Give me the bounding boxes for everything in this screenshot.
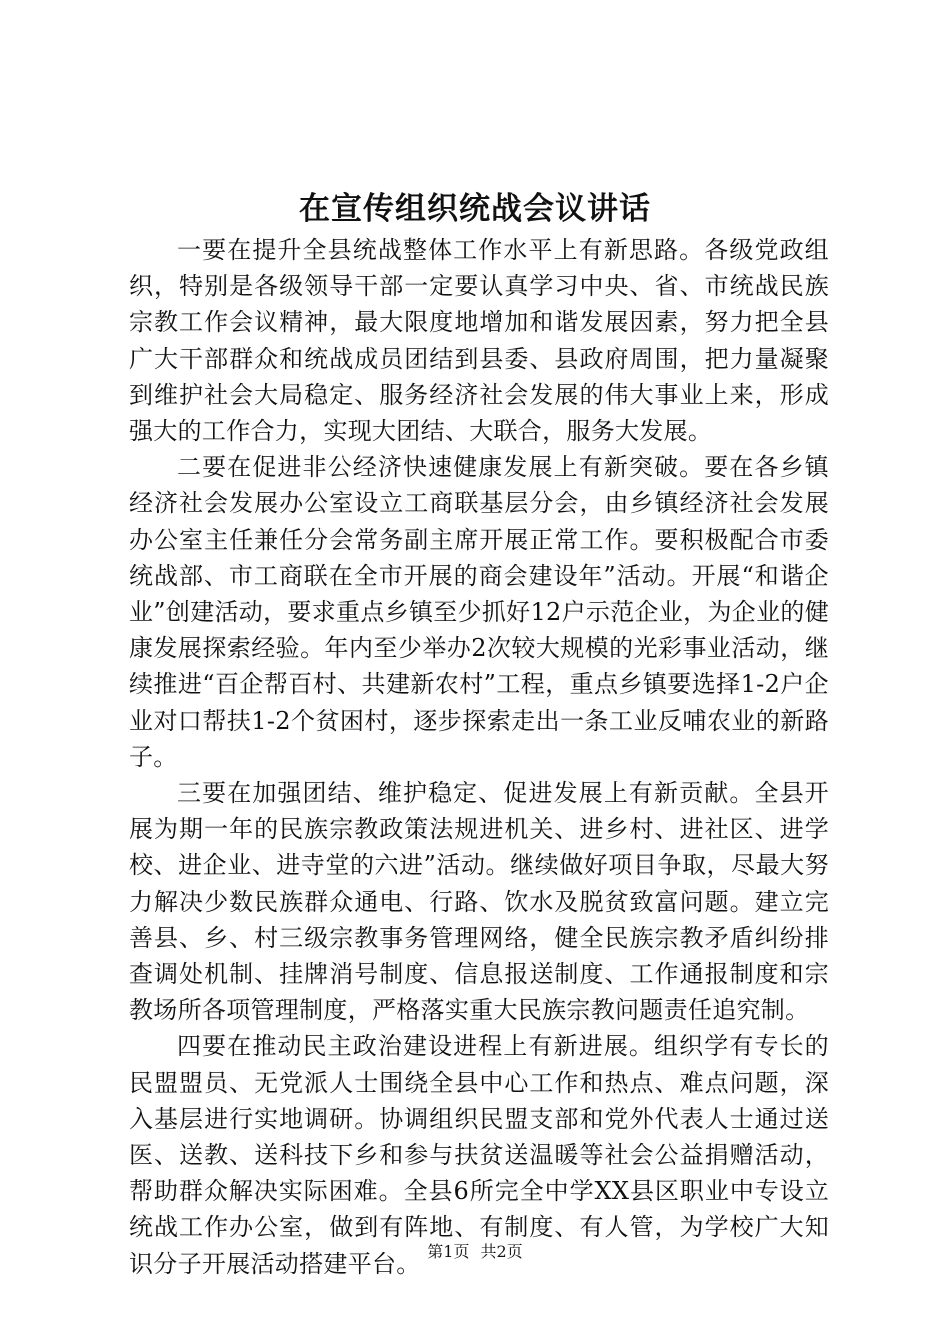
paragraph-4: 四要在推动民主政治建设进程上有新进展。组织学有专长的民盟盟员、无党派人士围绕全县中心工作和热点、难点问题，深入基层进行实地调研。协调组织民盟支部和党外代表人士通过送医、送教、送科技下乡和参与扶贫送温暖等社会公益捐赠活动，帮助群众解决实际困难。全县6所完全中学XX县区职业中专设立统战工作办公室，做到有阵地、有制度、有人管，为学校广大知识分子开展活动搭建平台。 bbox=[129, 1032, 829, 1278]
paragraph-1: 一要在提升全县统战整体工作水平上有新思路。各级党政组织，特别是各级领导干部一定要认真学习中央、省、市统战民族宗教工作会议精神，最大限度地增加和谐发展因素，努力把全县广大干部群众和统战成员团结到县委、县政府周围，把力量凝聚到维护社会大局稳定、服务经济社会发展的伟大事业上来，形成强大的工作合力，实现大团结、大联合，服务大发展。 bbox=[129, 236, 829, 446]
page-number: 第1页 bbox=[427, 1242, 470, 1261]
document-title: 在宣传组织统战会议讲话 bbox=[299, 191, 651, 227]
page-total: 共2页 bbox=[480, 1242, 523, 1261]
paragraph-3: 三要在加强团结、维护稳定、促进发展上有新贡献。全县开展为期一年的民族宗教政策法规进机关、进乡村、进社区、进学校、进企业、进寺堂的六进”活动。继续做好项目争取，尽最大努力解决少数民族群众通电、行路、饮水及脱贫致富问题。建立完善县、乡、村三级宗教事务管理网络，健全民族宗教矛盾纠纷排查调处机制、挂牌消号制度、信息报送制度、工作通报制度和宗教场所各项管理制度，严格落实重大民族宗教问题责任追究制。 bbox=[129, 779, 829, 1025]
paragraph-2: 二要在促进非公经济快速健康发展上有新突破。要在各乡镇经济社会发展办公室设立工商联基层分会，由乡镇经济社会发展办公室主任兼任分会常务副主席开展正常工作。要积极配合市委统战部、市工商联在全市开展的商会建设年”活动。开展“和谐企业”创建活动，要求重点乡镇至少抓好12户示范企业，为企业的健康发展探索经验。年内至少举办2次较大规模的光彩事业活动，继续推进“百企帮百村、共建新农村”工程，重点乡镇要选择1-2户企业对口帮扶1-2个贫困村，逐步探索走出一条工业反哺农业的新路子。 bbox=[129, 453, 829, 771]
page-footer bbox=[0, 1240, 950, 1264]
document-body bbox=[129, 232, 829, 1282]
